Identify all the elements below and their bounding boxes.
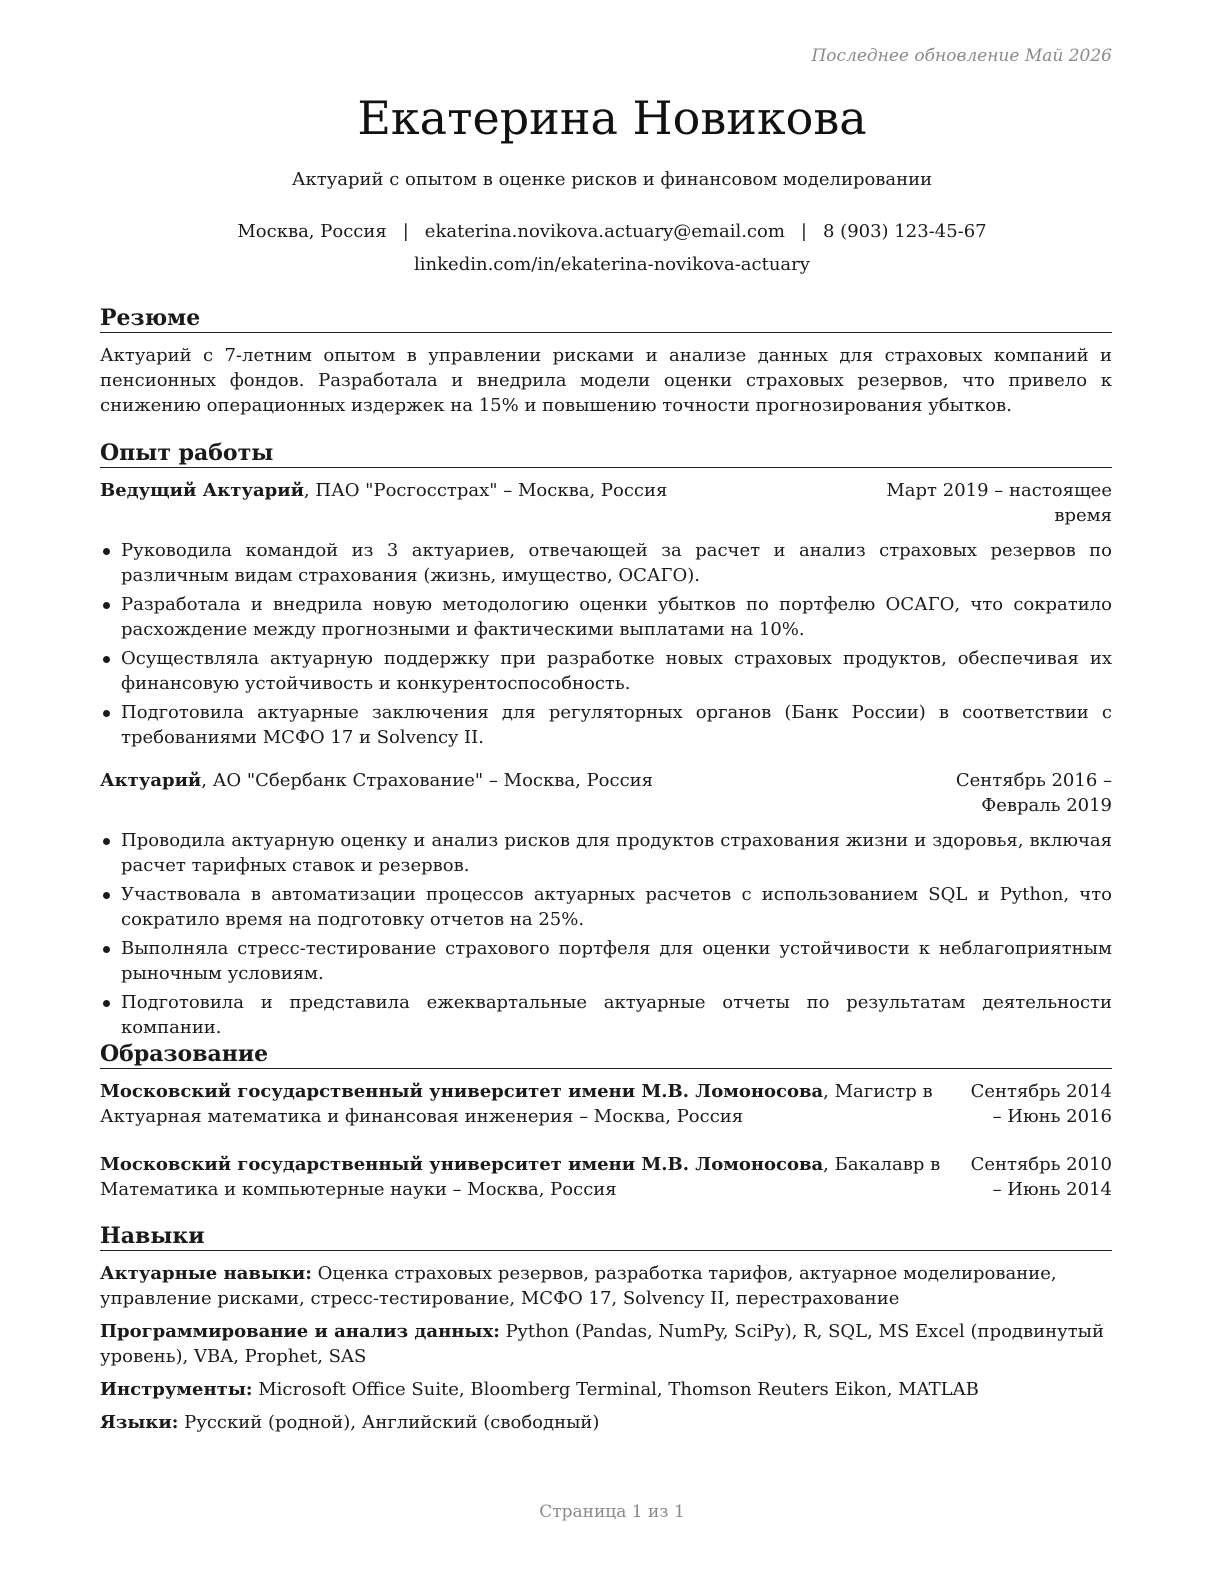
location: Москва, Россия: [237, 221, 387, 242]
bullet-item: Проводила актуарную оценку и анализ рисков для продуктов страхования жизни и здоровья, включая расчет тарифных ставок и резервов.: [100, 828, 1112, 878]
section-title-experience: Опыт работы: [100, 439, 1112, 468]
bullet-item: Осуществляла актуарную поддержку при разработке новых страховых продуктов, обеспечивая их финансовую устойчивость и конкурентоспособность.: [100, 646, 1112, 696]
bullet-item: Участвовала в автоматизации процессов актуарных расчетов с использованием SQL и Python, что сократило время на подготовку отчетов на 25%.: [100, 882, 1112, 932]
contact-line: [0, 219, 1224, 244]
experience-section: [100, 439, 1112, 1044]
skill-text: Оценка страховых резервов, разработка тарифов, актуарное моделирование, управление рисками, стресс-тестирование, МСФО 17, Solvency II, перестрахование: [100, 1263, 1057, 1309]
education-dates: Сентябрь 2010 – Июнь 2014: [970, 1154, 1112, 1200]
job-entry: [100, 768, 1112, 1040]
skills-section: [100, 1222, 1112, 1443]
skill-line: [100, 1377, 1112, 1402]
bullet-item: Разработала и внедрила новую методологию оценки убытков по портфелю ОСАГО, что сократило расхождение между прогнозными и фактическими выплатами на 10%.: [100, 592, 1112, 642]
skill-text: Русский (родной), Английский (свободный): [178, 1412, 600, 1433]
page-number: Страница 1 из 1: [539, 1502, 685, 1522]
job-dates: Март 2019 – настоящее время: [886, 480, 1112, 526]
job-entry: [100, 478, 1112, 750]
bullet-item: Подготовила актуарные заключения для регуляторных органов (Банк России) в соответствии с требованиями МСФО 17 и Solvency II.: [100, 700, 1112, 750]
bullet-item: Руководила командой из 3 актуариев, отвечающей за расчет и анализ страховых резервов по различным видам страхования (жизнь, имущество, ОСАГО).: [100, 538, 1112, 588]
skill-label: Актуарные навыки:: [100, 1263, 312, 1284]
job-bullets: [100, 538, 1112, 750]
degree: , Магистр в Актуарная математика и финансовая инженерия – Москва, Россия: [100, 1081, 933, 1127]
job-dates: Сентябрь 2016 – Февраль 2019: [955, 770, 1112, 816]
school-name: Московский государственный университет имени М.В. Ломоносова: [100, 1081, 824, 1102]
job-role: Актуарий: [100, 770, 202, 791]
skill-label: Инструменты:: [100, 1379, 253, 1400]
email-link[interactable]: ekaterina.novikova.actuary@email.com: [424, 221, 785, 242]
summary-text: Актуарий с 7-летним опытом в управлении рисками и анализе данных для страховых компаний и пенсионных фондов. Разработала и внедрила модели оценки страховых резервов, что привело к снижению операционных издержек на 15% и повышению точности прогнозирования убытков.: [100, 345, 1112, 416]
job-company: , ПАО "Росгосстрах" – Москва, Россия: [303, 480, 668, 501]
degree: , Бакалавр в Математика и компьютерные науки – Москва, Россия: [100, 1154, 941, 1200]
education-entry: [100, 1152, 1112, 1202]
job-header: [100, 478, 1112, 528]
summary-section: [100, 304, 1112, 418]
education-dates: Сентябрь 2014 – Июнь 2016: [970, 1081, 1112, 1127]
school-name: Московский государственный университет имени М.В. Ломоносова: [100, 1154, 824, 1175]
skill-text: Microsoft Office Suite, Bloomberg Terminal, Thomson Reuters Eikon, MATLAB: [252, 1379, 979, 1400]
skill-label: Языки:: [100, 1412, 179, 1433]
separator: |: [800, 221, 807, 242]
job-company: , АО "Сбербанк Страхование" – Москва, Россия: [201, 770, 654, 791]
job-header: [100, 768, 1112, 818]
skill-text: Python (Pandas, NumPy, SciPy), R, SQL, MS Excel (продвинутый уровень), VBA, Prophet, SAS: [100, 1321, 1104, 1367]
candidate-headline: Актуарий с опытом в оценке рисков и финансовом моделировании: [291, 169, 933, 190]
section-title-summary: Резюме: [100, 304, 1112, 333]
skill-line: [100, 1410, 1112, 1435]
separator: |: [402, 221, 409, 242]
skill-line: [100, 1261, 1112, 1311]
skill-label: Программирование и анализ данных:: [100, 1321, 500, 1342]
section-title-education: Образование: [100, 1040, 1112, 1069]
education-entry: [100, 1079, 1112, 1129]
bullet-item: Выполняла стресс-тестирование страхового портфеля для оценки устойчивости к неблагоприятным рыночным условиям.: [100, 936, 1112, 986]
phone: 8 (903) 123-45-67: [823, 221, 987, 242]
job-role: Ведущий Актуарий: [100, 480, 304, 501]
linkedin-link[interactable]: linkedin.com/in/ekaterina-novikova-actuary: [414, 254, 810, 275]
education-section: [100, 1040, 1112, 1202]
skill-line: [100, 1319, 1112, 1369]
last-updated: Последнее обновление Май 2026: [811, 46, 1112, 66]
candidate-name: Екатерина Новикова: [357, 91, 867, 145]
job-bullets: [100, 828, 1112, 1040]
section-title-skills: Навыки: [100, 1222, 1112, 1251]
bullet-item: Подготовила и представила ежеквартальные актуарные отчеты по результатам деятельности компании.: [100, 990, 1112, 1040]
